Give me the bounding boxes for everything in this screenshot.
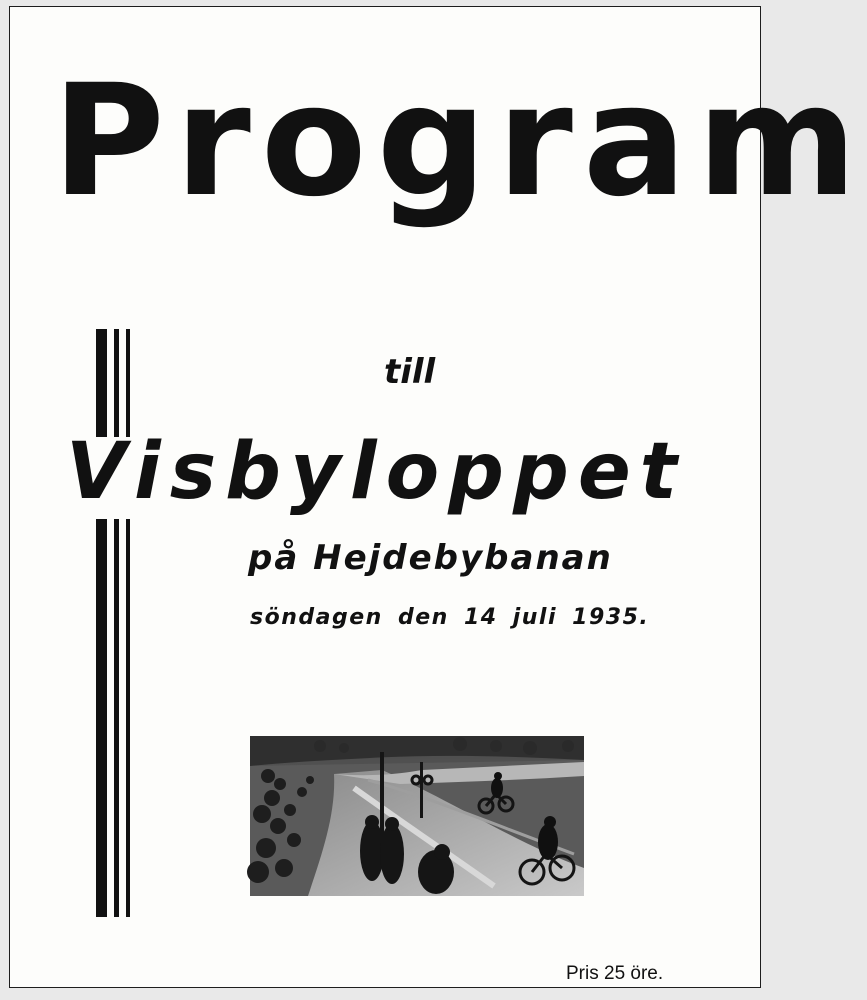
program-cover [9, 6, 867, 988]
venue-text: på Hejdebybanan [248, 538, 613, 578]
stripe-thin [126, 329, 130, 917]
price-label: Pris 25 öre. [566, 963, 664, 984]
event-name: Visbyloppet [66, 427, 687, 517]
race-photo-illustration [250, 736, 584, 896]
connector-text: till [384, 352, 436, 392]
stripe-medium [114, 329, 119, 917]
stripe-thick [96, 329, 107, 917]
decorative-stripes [96, 329, 136, 917]
event-date: söndagen den 14 juli 1935. [250, 605, 650, 630]
program-title: Program [52, 52, 867, 231]
race-photo [250, 736, 584, 896]
